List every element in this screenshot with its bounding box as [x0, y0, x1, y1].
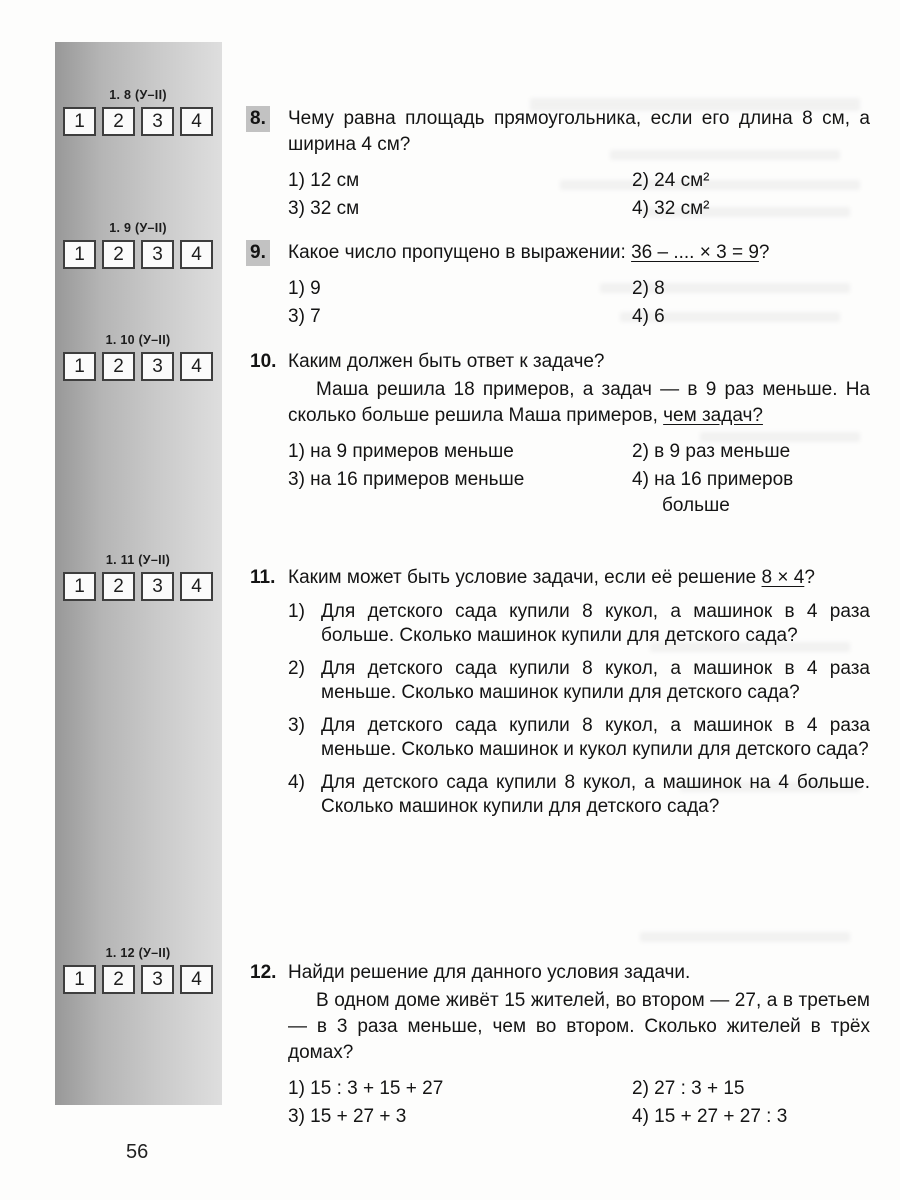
problem-text-body: Маша решила 18 примеров, а задач — в 9 раз меньше. На сколько больше решила Маша примеров, [288, 379, 870, 426]
option-text: Для детского сада купили 8 кукол, а машинок в 4 раза больше. Сколько машинок купили для детского сада? [321, 601, 870, 646]
answer-block-1-12 [59, 946, 217, 994]
question-text: Найди решение для данного условия задачи. [288, 962, 691, 983]
question-text-after: ? [758, 242, 770, 263]
answer-box-row [59, 240, 217, 269]
question-10 [250, 349, 870, 519]
option [288, 600, 870, 648]
options-list [288, 600, 870, 819]
answer-block-label: 1. 10 (У–II) [105, 333, 171, 347]
answer-box[interactable]: 1 [63, 107, 96, 136]
option: 3) 7 [288, 306, 321, 327]
option-text: Для детского сада купили 8 кукол, а машинок в 4 раза меньше. Сколько машинок и кукол купили для детского сада? [321, 715, 870, 760]
answer-box[interactable]: 2 [102, 107, 135, 136]
option [288, 657, 870, 705]
question-number: 10. [250, 351, 277, 372]
option: 2) 24 см² [632, 170, 710, 191]
answer-block-1-10 [59, 333, 217, 381]
answer-box-row [59, 107, 217, 136]
question-number: 12. [250, 962, 277, 983]
answer-box-row [59, 965, 217, 994]
option: 4) на 16 примеров больше [632, 469, 794, 516]
option: 1) 15 : 3 + 15 + 27 [288, 1078, 444, 1099]
answer-box[interactable]: 3 [141, 352, 174, 381]
page-number: 56 [126, 1141, 149, 1163]
answer-box[interactable]: 4 [180, 107, 213, 136]
question-number: 8. [246, 106, 270, 132]
question-text: Чему равна площадь прямоугольника, если его длина 8 см, а ширина 4 см? [288, 108, 870, 155]
bleed-through-artifact [640, 932, 850, 942]
answer-block-label: 1. 9 (У–II) [109, 221, 167, 235]
answer-box[interactable]: 2 [102, 572, 135, 601]
answer-box[interactable]: 4 [180, 965, 213, 994]
answer-block-1-8 [59, 88, 217, 136]
option-text: Для детского сада купили 8 кукол, а машинок на 4 больше. Сколько машинок купили для детского сада? [321, 772, 870, 817]
answer-box-row [59, 572, 217, 601]
question-number: 11. [250, 567, 276, 588]
question-text-before: Каким может быть условие задачи, если её решение [288, 567, 762, 588]
question-9 [250, 240, 870, 330]
question-12 [250, 960, 870, 1130]
answer-box-row [59, 352, 217, 381]
answer-box[interactable]: 3 [141, 965, 174, 994]
answer-box[interactable]: 3 [141, 572, 174, 601]
option: 1) 9 [288, 278, 321, 299]
option [288, 771, 870, 819]
underlined-expression: 8 × 4 [761, 567, 805, 588]
question-text [288, 240, 870, 266]
option-label: 1) [288, 601, 305, 622]
option: 4) 6 [632, 306, 665, 327]
answer-block-1-11 [59, 553, 217, 601]
option: 4) 15 + 27 + 27 : 3 [632, 1106, 788, 1127]
answer-box[interactable]: 4 [180, 240, 213, 269]
option-label: 3) [288, 715, 305, 736]
answer-block-label: 1. 12 (У–II) [105, 946, 171, 960]
option: 2) в 9 раз меньше [632, 441, 791, 462]
answer-box[interactable]: 4 [180, 352, 213, 381]
underlined-expression: 36 – .... × 3 = 9 [631, 242, 759, 263]
problem-text [288, 377, 870, 429]
options-grid [288, 1076, 870, 1130]
options-grid [288, 439, 870, 519]
answer-box[interactable]: 1 [63, 572, 96, 601]
answer-box[interactable]: 2 [102, 352, 135, 381]
answer-box[interactable]: 1 [63, 352, 96, 381]
answer-box[interactable]: 1 [63, 965, 96, 994]
answer-box[interactable]: 2 [102, 965, 135, 994]
answer-box[interactable]: 4 [180, 572, 213, 601]
question-11 [250, 565, 870, 819]
answer-block-1-9 [59, 221, 217, 269]
options-grid [288, 168, 870, 222]
option: 2) 8 [632, 278, 665, 299]
options-grid [288, 276, 870, 330]
option: 3) на 16 примеров меньше [288, 469, 525, 490]
option-label: 4) [288, 772, 305, 793]
question-text-before: Какое число пропущено в выражении: [288, 242, 632, 263]
question-8 [250, 106, 870, 222]
question-number: 9. [246, 240, 270, 266]
problem-text: В одном доме живёт 15 жителей, во втором — 27, а в третьем — в 3 раза меньше, чем во втором. Сколько жителей в трёх домах? [288, 990, 870, 1063]
answer-box[interactable]: 2 [102, 240, 135, 269]
answer-sidebar [55, 42, 222, 1105]
answer-box[interactable]: 3 [141, 240, 174, 269]
option: 1) 12 см [288, 170, 360, 191]
answer-block-label: 1. 11 (У–II) [105, 553, 171, 567]
option: 2) 27 : 3 + 15 [632, 1078, 745, 1099]
answer-box[interactable]: 3 [141, 107, 174, 136]
option-label: 2) [288, 658, 305, 679]
question-text-after: ? [804, 567, 815, 588]
option: 1) на 9 примеров меньше [288, 441, 514, 462]
answer-block-label: 1. 8 (У–II) [109, 88, 167, 102]
answer-box[interactable]: 1 [63, 240, 96, 269]
option: 3) 15 + 27 + 3 [288, 1106, 407, 1127]
option: 4) 32 см² [632, 198, 710, 219]
question-text: Каким должен быть ответ к задаче? [288, 351, 605, 372]
question-text [288, 565, 870, 591]
option: 3) 32 см [288, 198, 360, 219]
option-text: Для детского сада купили 8 кукол, а машинок в 4 раза меньше. Сколько машинок купили для детского сада? [321, 658, 870, 703]
underlined-text: чем задач? [663, 405, 763, 426]
option [288, 714, 870, 762]
